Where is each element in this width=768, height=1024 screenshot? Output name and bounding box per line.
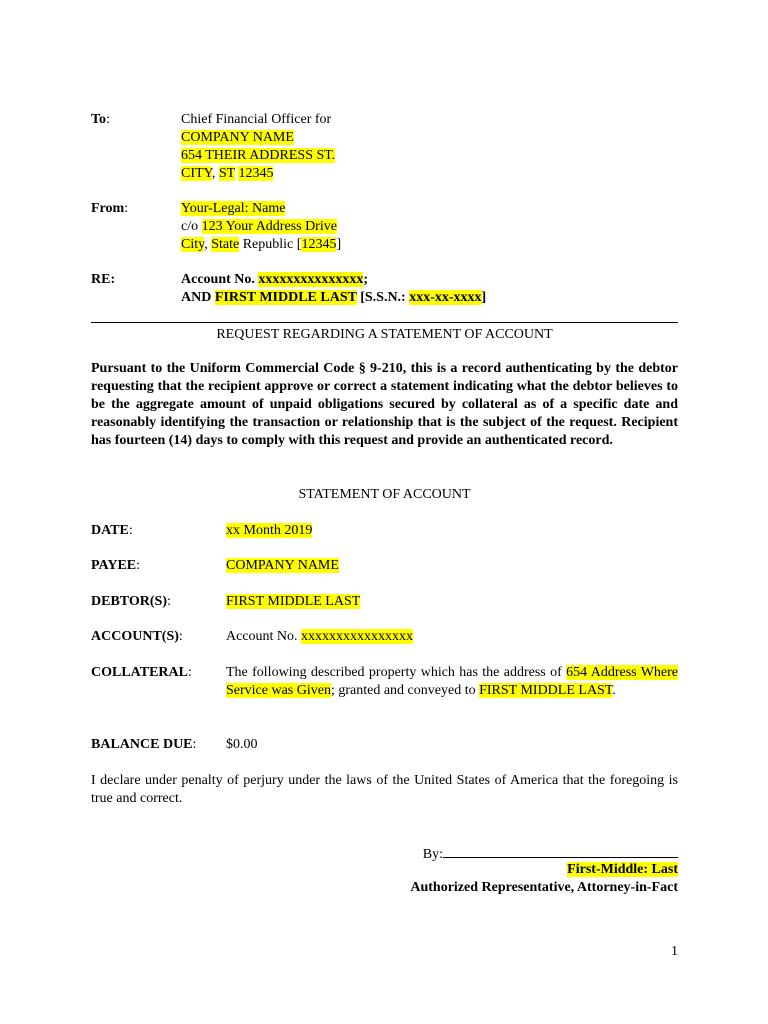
balance-label: BALANCE DUE: bbox=[91, 737, 197, 752]
date-value: xx Month 2019 bbox=[226, 523, 313, 538]
to-address: 654 THEIR ADDRESS ST. bbox=[181, 148, 336, 163]
header-divider bbox=[91, 322, 678, 323]
page-number: 1 bbox=[671, 944, 678, 959]
signature-blank bbox=[443, 843, 678, 858]
signature-line: By: bbox=[423, 843, 678, 864]
intro-paragraph: Pursuant to the Uniform Commercial Code § 9-210, this is a record authenticating by the debtor requesting that the recipient approve or correct a statement indicating what the debtor believes to be the aggregate amount of unpaid obligations secured by collateral as of a specific date and reasonably identifying the transaction or relationship that is the subject of the request. Recipient has fourteen (14) days to comply with this request and provide an authenticated record. bbox=[91, 361, 678, 448]
to-line-1: Chief Financial Officer for bbox=[181, 112, 332, 127]
signature-name: First-Middle: Last bbox=[567, 862, 678, 877]
re-name-line: AND FIRST MIDDLE LAST [S.S.N.: xxx-xx-xxxx] bbox=[181, 290, 487, 305]
debtors-value: FIRST MIDDLE LAST bbox=[226, 594, 361, 609]
debtors-label: DEBTOR(S): bbox=[91, 594, 171, 609]
re-label: RE: bbox=[91, 272, 116, 287]
from-city-line: City, State Republic [12345] bbox=[181, 237, 342, 252]
from-label: From: bbox=[91, 201, 129, 216]
re-block bbox=[181, 271, 486, 307]
from-address: c/o 123 Your Address Drive bbox=[181, 219, 337, 234]
document-title: REQUEST REGARDING A STATEMENT OF ACCOUNT bbox=[216, 327, 553, 342]
signature-title: Authorized Representative, Attorney-in-Fact bbox=[410, 880, 678, 895]
collateral-label: COLLATERAL: bbox=[91, 665, 192, 680]
collateral-value: The following described property which has the address of 654 Address Where Service was Given; granted and conveyed to FIRST MIDDLE LAST. bbox=[226, 665, 678, 698]
balance-value: $0.00 bbox=[226, 737, 258, 752]
to-label: To: bbox=[91, 112, 110, 127]
date-label: DATE: bbox=[91, 523, 133, 538]
to-block bbox=[181, 111, 335, 183]
accounts-label: ACCOUNT(S): bbox=[91, 629, 183, 644]
from-name: Your-Legal: Name bbox=[181, 201, 286, 216]
to-company-name: COMPANY NAME bbox=[181, 130, 294, 145]
re-account-line: Account No. xxxxxxxxxxxxxxx; bbox=[181, 272, 369, 287]
payee-label: PAYEE: bbox=[91, 558, 141, 573]
payee-value: COMPANY NAME bbox=[226, 558, 339, 573]
accounts-value: Account No. xxxxxxxxxxxxxxxx bbox=[226, 629, 414, 644]
statement-heading: STATEMENT OF ACCOUNT bbox=[298, 487, 471, 502]
declaration-paragraph: I declare under penalty of perjury under the laws of the United States of America that the foregoing is true and correct. bbox=[91, 773, 678, 806]
from-block bbox=[181, 200, 341, 254]
to-city-line: CITY, ST 12345 bbox=[181, 166, 274, 181]
